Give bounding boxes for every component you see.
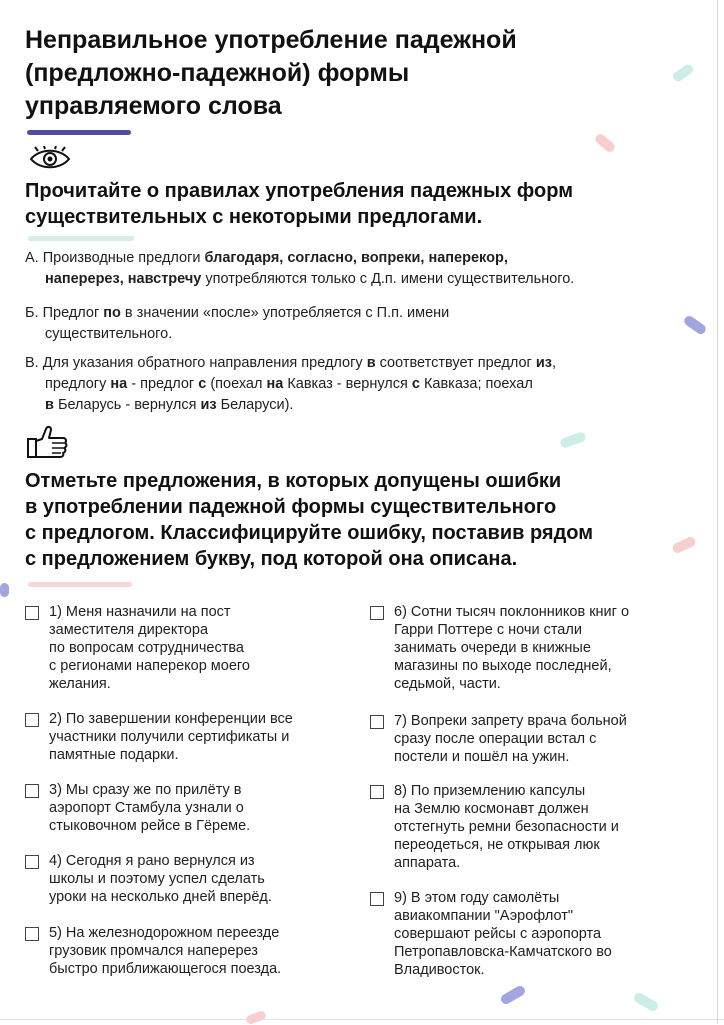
task-checkbox[interactable] [25, 606, 39, 620]
task-checkbox[interactable] [25, 927, 39, 941]
task-text: 9) В этом году самолёты авиакомпании "Аэрофлот" совершают рейсы с аэропорта Петропавловска-Камчатского во Владивосток. [394, 890, 612, 978]
task-text: 1) Меня назначили на пост заместителя директора по вопросам сотрудничества с регионами наперекор моего желания. [49, 604, 250, 692]
rule-a: А. Производные предлоги благодаря, согласно, вопреки, наперекор, наперерез, навстречу употребляются только с Д.п. имени существительного. [25, 250, 575, 287]
task-text: 4) Сегодня я рано вернулся из школы и поэтому успел сделать уроки на несколько дней вперёд. [49, 853, 272, 905]
task-text: 2) По завершении конференции все участники получили сертификаты и памятные подарки. [49, 711, 293, 763]
task-checkbox[interactable] [370, 715, 384, 729]
rule-marker: А. [25, 250, 39, 266]
page-border-right [717, 0, 718, 1024]
confetti-pink [245, 1010, 267, 1025]
confetti-mint [671, 63, 695, 84]
task-checkbox[interactable] [370, 606, 384, 620]
task-checkbox[interactable] [25, 855, 39, 869]
task-heading: Отметьте предложения, в которых допущены ошибки в употреблении падежной формы существительного с предлогом. Классифицируйте ошибку, поставив рядом с предложением букву, под которой она описана. [25, 470, 594, 570]
confetti-lavender [499, 984, 527, 1006]
task-text: 8) По приземлению капсулы на Землю космонавт должен отстегнуть ремни безопасности и переодеться, не открывая люк аппарата. [394, 783, 619, 871]
rule-b: Б. Предлог по в значении «после» употребляется с П.п. имени существительного. [25, 305, 450, 342]
rule-marker: Б. [25, 305, 39, 321]
page-title: Неправильное употребление падежной (предложно-падежной) формы управляемого слова [25, 26, 517, 120]
task-checkbox[interactable] [25, 713, 39, 727]
title-underline [27, 130, 131, 135]
instruction-underline [28, 236, 134, 241]
task-text: 3) Мы сразу же по прилёту в аэропорт Стамбула узнали о стыковочном рейсе в Гёреме. [49, 782, 251, 834]
instruction-heading: Прочитайте о правилах употребления падежных форм существительных с некоторыми предлогами. [25, 180, 573, 228]
page-border-bottom [0, 1019, 724, 1020]
rule-marker: В. [25, 355, 39, 371]
confetti-lavender [0, 583, 9, 597]
task-checkbox[interactable] [25, 784, 39, 798]
confetti-mint [632, 991, 660, 1013]
task-checkbox[interactable] [370, 785, 384, 799]
task-text: 5) На железнодорожном переезде грузовик промчался наперерез быстро приближающегося поезда. [49, 925, 282, 977]
thumbs-up-icon [26, 425, 70, 459]
task-underline [28, 582, 132, 587]
task-text: 6) Сотни тысяч поклонников книг о Гарри Поттере с ночи стали занимать очереди в книжные магазины по выходе последней, седьмой, части. [394, 604, 630, 692]
eye-icon [28, 146, 72, 172]
rule-c: В. Для указания обратного направления предлогу в соответствует предлог из, предлогу на - предлог с (поехал на Кавказ - вернулся с Кавказа; поехал в Беларусь - вернулся из Беларуси). [25, 355, 557, 413]
task-text: 7) Вопреки запрету врача больной сразу после операции встал с постели и пошёл на ужин. [394, 713, 627, 765]
confetti-pink [593, 132, 616, 154]
task-checkbox[interactable] [370, 892, 384, 906]
confetti-mint [559, 431, 587, 449]
